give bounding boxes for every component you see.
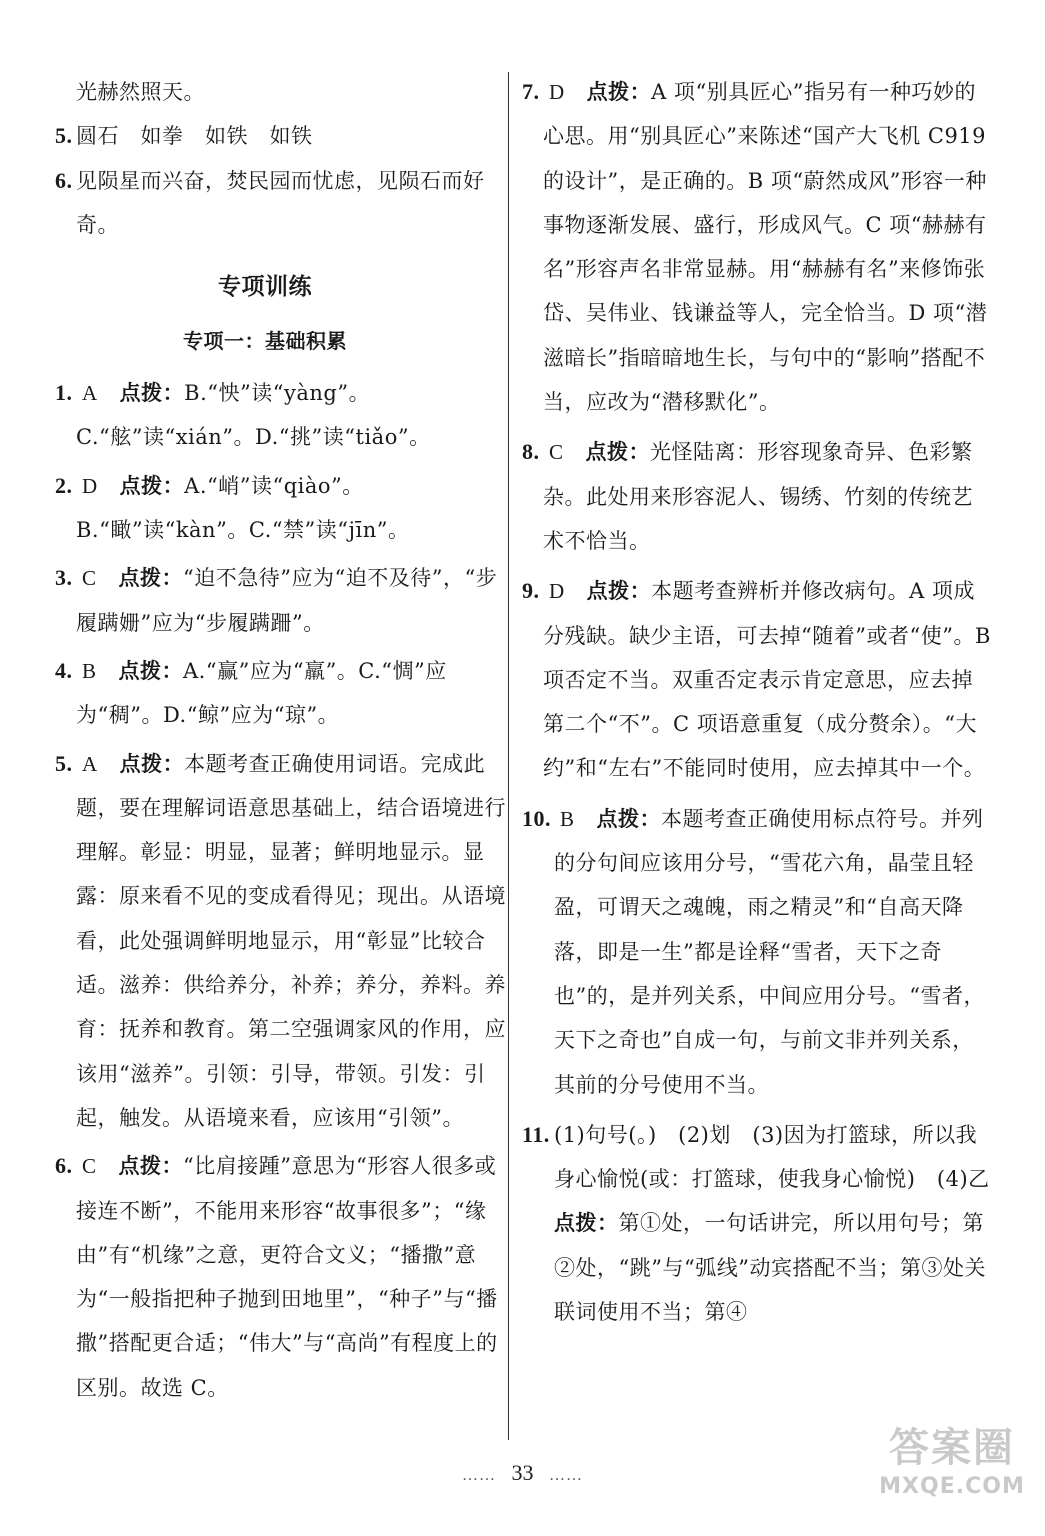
right-column bbox=[522, 70, 1012, 1334]
item-number: 5. bbox=[55, 123, 73, 149]
answer-item-5 bbox=[55, 114, 515, 158]
answer-letter: B bbox=[82, 658, 97, 683]
item-number: 1. bbox=[55, 380, 73, 406]
left-column bbox=[55, 70, 515, 1410]
item-number: 5. bbox=[55, 750, 73, 776]
item-text: 见陨星而兴奋，焚民园而忧虑，见陨石而好奇。 bbox=[76, 168, 485, 237]
item-number: 10. bbox=[522, 805, 551, 831]
hint-label: 点拨： bbox=[119, 381, 185, 406]
answer-letter: A bbox=[82, 751, 98, 776]
hint-text: A.“赢”应为“羸”。C.“惆”应为“稠”。D.“鲸”应为“琼”。 bbox=[76, 658, 447, 728]
exercise-item bbox=[522, 70, 992, 424]
hint-label: 点拨： bbox=[119, 751, 185, 776]
watermark-mark: 答案圈 bbox=[889, 1425, 1015, 1471]
item-text: 圆石 如拳 如铁 如铁 bbox=[76, 124, 313, 149]
hint-label: 点拨： bbox=[119, 473, 185, 498]
continued-text: 光赫然照天。 bbox=[76, 80, 205, 104]
item-number: 8. bbox=[522, 439, 540, 465]
hint-label: 点拨： bbox=[586, 579, 652, 604]
item-number: 7. bbox=[522, 79, 540, 104]
item-number: 3. bbox=[55, 565, 73, 591]
hint-label: 点拨： bbox=[586, 80, 652, 104]
hint-label: 点拨： bbox=[118, 658, 184, 683]
exercise-item bbox=[55, 1144, 515, 1410]
answer-letter: D bbox=[82, 473, 98, 498]
footer-dots-left: …… bbox=[462, 1467, 496, 1484]
answer-item-6 bbox=[55, 159, 515, 248]
exercise-item bbox=[55, 464, 515, 553]
exercise-item bbox=[55, 556, 515, 645]
hint-text: 本题考查正确使用标点符号。并列的分句间应该用分号，“雪花六角，晶莹且轻盈，可谓天之魂魄，雨之精灵”和“自高天降落，即是一生”都是诠释“雪者，天下之奇也”的，是并列关系，中间应用分号。“雪者，天下之奇也”自成一句，与前文非并列关系，其前的分号使用不当。 bbox=[554, 806, 985, 1097]
answer-text: (1)句号(。) (2)划 (3)因为打篮球，所以我身心愉悦(或：打篮球，使我身心愉悦) (4)乙 bbox=[554, 1122, 1012, 1192]
hint-label: 点拨： bbox=[118, 566, 184, 591]
item-number: 11. bbox=[522, 1121, 550, 1147]
hint-text: 第①处，一句话讲完，所以用句号；第②处，“跳”与“弧线”动宾搭配不当；第③处关联词使用不当；第④ bbox=[554, 1211, 986, 1325]
exercise-item bbox=[55, 371, 515, 460]
answer-letter: A bbox=[82, 381, 98, 406]
answer-letter: D bbox=[549, 80, 565, 104]
item-number: 6. bbox=[55, 167, 73, 193]
hint-label: 点拨： bbox=[596, 806, 662, 831]
item-number: 4. bbox=[55, 657, 73, 683]
answer-letter: B bbox=[560, 806, 575, 831]
exercise-item bbox=[522, 430, 992, 563]
hint-text: 光怪陆离：形容现象奇异、色彩繁杂。此处用来形容泥人、锡绣、竹刻的传统艺术不恰当。 bbox=[543, 440, 973, 553]
hint-label: 点拨： bbox=[118, 1154, 184, 1179]
watermark-site: MXQE.COM bbox=[879, 1474, 1025, 1499]
exercise-item bbox=[55, 742, 515, 1141]
hint-text: “比肩接踵”意思为“形容人很多或接连不断”，不能用来形容“故事很多”；“缘由”有“机缘”之意，更符合文义；“播撒”意为“一般指把种子抛到田地里”，“种子”与“播撒”搭配更合适；“伟大”与“高尚”有程度上的区别。故选 C。 bbox=[76, 1154, 498, 1400]
exercise-item bbox=[55, 649, 515, 738]
page-number: 33 bbox=[511, 1460, 534, 1485]
watermark-logo bbox=[877, 1422, 1027, 1522]
hint-text: B.“怏”读“yàng”。C.“舷”读“xián”。D.“挑”读“tiǎo”。 bbox=[76, 381, 431, 450]
exercise-item bbox=[522, 1113, 1012, 1334]
item-number: 9. bbox=[522, 578, 540, 604]
hint-label: 点拨： bbox=[554, 1211, 619, 1236]
hint-text: “迫不急待”应为“迫不及待”，“步履蹒姗”应为“步履蹒跚”。 bbox=[76, 566, 498, 635]
exercise-item bbox=[522, 569, 992, 790]
answer-letter: D bbox=[549, 579, 565, 604]
item-number: 2. bbox=[55, 472, 73, 498]
answer-letter: C bbox=[549, 440, 564, 465]
subsection-title: 专项一：基础积累 bbox=[183, 329, 347, 354]
exercise-item bbox=[522, 797, 992, 1107]
item-number: 6. bbox=[55, 1153, 73, 1179]
hint-text: 本题考查辨析并修改病句。A 项成分残缺。缺少主语，可去掉“随着”或者“使”。B 项否定不当。双重否定表示肯定意思，应去掉第二个“不”。C 项语意重复（成分赘余）。“大约”和“左右”不能同时使用，应去掉其中一个。 bbox=[543, 579, 991, 781]
answer-letter: C bbox=[82, 1154, 97, 1179]
answer-letter: C bbox=[82, 566, 97, 591]
hint-label: 点拨： bbox=[585, 440, 651, 465]
hint-text: A 项“别具匠心”指另有一种巧妙的心思。用“别具匠心”来陈述“国产大飞机 C919 的设计”，是正确的。B 项“蔚然成风”形容一种事物逐渐发展、盛行，形成风气。C 项“赫赫有名”形容声名非常显赫。用“赫赫有名”来修饰张岱、吴伟业、钱谦益等人，完全恰当。D 项“潜滋暗长”指暗暗地生长，与句中的“影响”搭配不当，应改为“潜移默化”。 bbox=[543, 80, 988, 415]
hint-text: A.“峭”读“qiào”。B.“瞰”读“kàn”。C.“禁”读“jīn”。 bbox=[76, 473, 410, 543]
section-title: 专项训练 bbox=[218, 274, 312, 301]
hint-text: 本题考查正确使用词语。完成此题，要在理解词语意思基础上，结合语境进行理解。彰显：明显，显著；鲜明地显示。显露：原来看不见的变成看得见；现出。从语境看，此处强调鲜明地显示，用“彰显”比较合适。滋养：供给养分，补养；养分，养料。养育：抚养和教育。第二空强调家风的作用，应该用“滋养”。引领：引导，带领。引发：引起，触发。从语境来看，应该用“引领”。 bbox=[76, 751, 506, 1130]
footer-dots-right: …… bbox=[549, 1467, 583, 1484]
